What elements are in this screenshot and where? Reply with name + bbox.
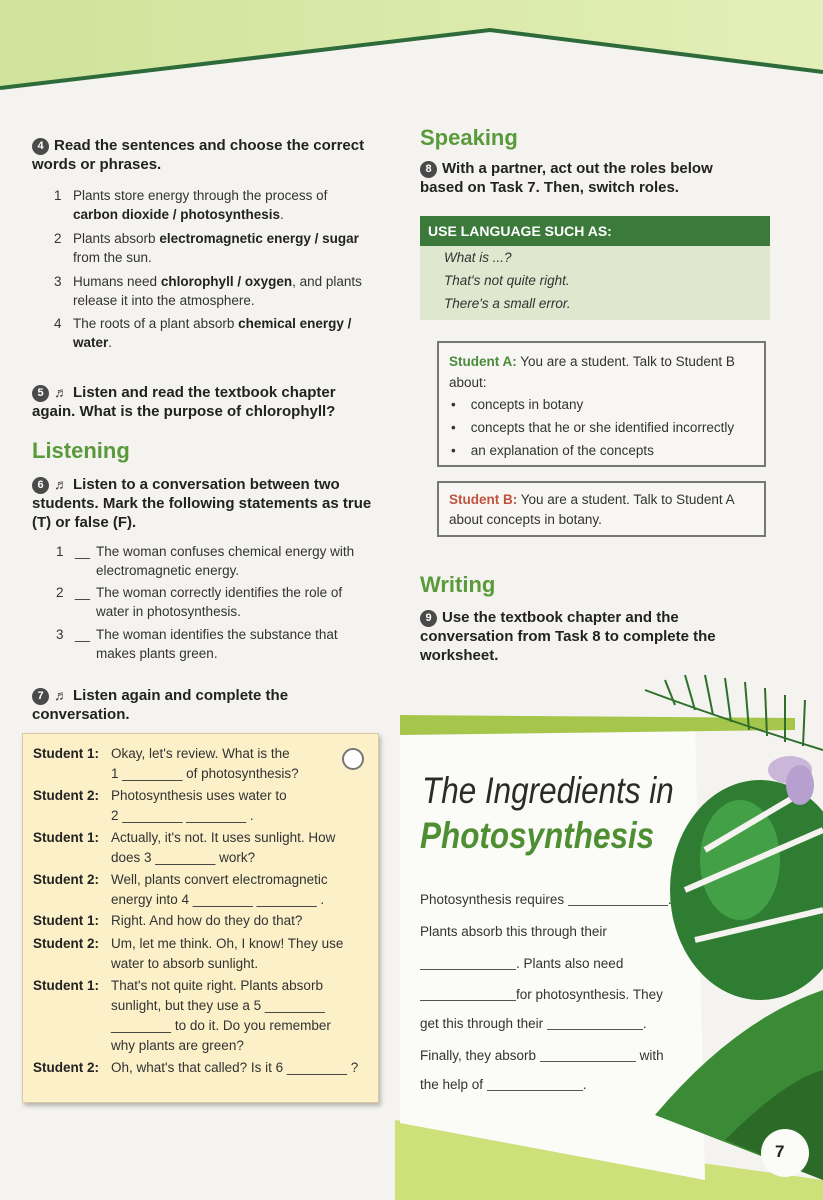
headphones-icon: ♬	[54, 384, 68, 400]
task5-heading: 5 ♬ Listen and read the textbook chapter again. What is the purpose of chlorophyll?	[32, 384, 336, 420]
worksheet-line: . Plants also need	[420, 956, 623, 971]
phrase: There's a small error.	[444, 296, 571, 311]
answer-blank[interactable]	[540, 1049, 636, 1062]
answer-blank[interactable]: __	[75, 544, 91, 559]
task9-number: 9	[420, 610, 437, 627]
bullet-item: • concepts in botany	[451, 397, 584, 412]
top-banner	[0, 0, 823, 95]
worksheet-title-line2: Photosynthesis	[420, 815, 655, 856]
worksheet-line: get this through their .	[420, 1016, 647, 1031]
answer-blank[interactable]	[547, 1017, 643, 1030]
task6-heading: 6 ♬ Listen to a conversation between two students. Mark the following statements as true (T) or false (F).	[32, 476, 372, 531]
task6-item-3: 3 __ The woman identifies the substance that makes plants green.	[56, 627, 338, 661]
worksheet-line: for photosynthesis. They	[420, 987, 663, 1002]
task6-item-1: 1 __ The woman confuses chemical energy with electromagnetic energy.	[56, 544, 355, 578]
student-b-card: Student B: You are a student. Talk to Student A about concepts in botany.	[437, 481, 766, 537]
task4-item-2: 2 Plants absorb electromagnetic energy / sugar from the sun.	[54, 231, 359, 265]
worksheet-line: the help of .	[420, 1077, 587, 1092]
page-number: 7	[775, 1142, 785, 1161]
answer-blank[interactable]	[420, 957, 516, 970]
answer-blank[interactable]: __	[75, 585, 91, 600]
task4-item-1: 1 Plants store energy through the process of carbon dioxide / photosynthesis.	[54, 188, 328, 222]
answer-blank[interactable]	[487, 1078, 583, 1091]
phrase: What is ...?	[444, 250, 512, 265]
task8-heading: 8 With a partner, act out the roles below based on Task 7. Then, switch roles.	[420, 160, 713, 196]
language-box	[420, 246, 770, 320]
student-b-label: Student B:	[449, 492, 518, 507]
task6-item-2: 2 __ The woman correctly identifies the role of water in photosynthesis.	[56, 585, 343, 619]
task8-number: 8	[420, 161, 437, 178]
answer-blank[interactable]: __	[75, 627, 91, 642]
task4-item-4: 4 The roots of a plant absorb chemical energy / water.	[54, 316, 352, 350]
writing-title: Writing	[420, 572, 496, 597]
listening-title: Listening	[32, 438, 130, 463]
worksheet-title-line1: The Ingredients in	[422, 770, 674, 811]
student-a-card: Student A: You are a student. Talk to Student B about: • concepts in botany • concepts that he or she identified incorrectly • an explanation of the concepts	[437, 341, 766, 467]
task9-heading: 9 Use the textbook chapter and the conversation from Task 8 to complete the worksheet.	[420, 609, 716, 664]
student-a-label: Student A:	[449, 354, 517, 369]
task7-heading: 7 ♬ Listen again and complete the conversation.	[32, 687, 289, 723]
task4-heading: 4 Read the sentences and choose the correct words or phrases.	[32, 137, 365, 173]
bullet-item: • an explanation of the concepts	[451, 443, 654, 458]
task4-item-3: 3 Humans need chlorophyll / oxygen, and plants release it into the atmosphere.	[54, 274, 362, 308]
answer-blank[interactable]	[568, 893, 668, 906]
worksheet-line: Finally, they absorb with	[420, 1048, 664, 1063]
phrase: That's not quite right.	[444, 273, 570, 288]
headphones-icon: ♬	[54, 687, 68, 703]
bullet-item: • concepts that he or she identified incorrectly	[451, 420, 735, 435]
speaking-title: Speaking	[420, 125, 518, 150]
task6-number: 6	[32, 477, 49, 494]
language-box-header: USE LANGUAGE SUCH AS:	[420, 216, 770, 246]
dialogue-note: Student 1: Okay, let's review. What is the 1 ________ of photosynthesis? Student 2: Photosynthesis uses water to 2 ________ ________ . Student 1: Actually, it's not. It uses sunlight. How does 3 ________ work? Student 2: Well, plants convert electromagnetic energy into 4 ________ ________ . Student 1: Right. And how do they do that? Student 2: Um, let me think. Oh, I know! They use water to absorb sunlight. Student 1: That's not quite right. Plants absorb sunlight, but they use a 5 ________ ________ to do it. Do you remember why plants are green? Student 2: Oh, what's that called? Is it 6 ________ ?	[22, 733, 379, 1103]
task7-number: 7	[32, 688, 49, 705]
task5-number: 5	[32, 385, 49, 402]
headphones-icon: ♬	[54, 476, 68, 492]
worksheet-line: Plants absorb this through their	[420, 924, 607, 939]
task4-number: 4	[32, 138, 49, 155]
worksheet-line: Photosynthesis requires .	[420, 892, 672, 907]
answer-blank[interactable]	[420, 988, 516, 1001]
